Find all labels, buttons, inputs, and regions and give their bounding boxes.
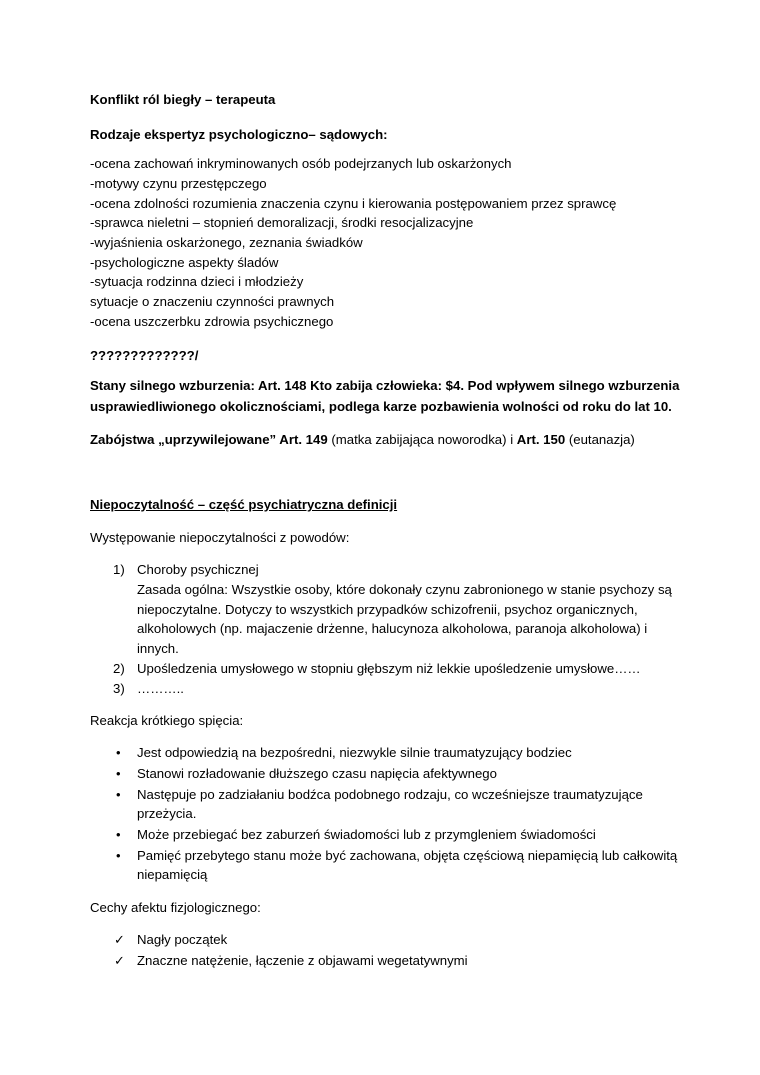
list-number: 1) (113, 562, 125, 577)
expertise-item: sytuacje o znaczeniu czynności prawnych (90, 294, 335, 309)
expertise-item: -ocena zdolności rozumienia znaczenia czynu i kierowania postępowaniem przez sprawcę (90, 196, 617, 211)
bullet-icon: • (116, 787, 121, 802)
check-icon: ✓ (114, 953, 125, 968)
expertise-item: -motywy czynu przestępczego (90, 176, 267, 191)
list-number: 2) (113, 661, 125, 676)
expertise-item: -wyjaśnienia oskarżonego, zeznania świadków (90, 235, 363, 250)
list-number: 3) (113, 681, 125, 696)
bullet-icon: • (116, 848, 121, 863)
expertise-item: -ocena uszczerbku zdrowia psychicznego (90, 314, 334, 329)
question-marks: ?????????????/ (90, 348, 199, 363)
insanity-heading: Niepoczytalność – część psychiatryczna definicji (90, 497, 398, 512)
art148-line-1: Stany silnego wzburzenia: Art. 148 Kto zabija człowieka: $4. Pod wpływem silnego wzburzenia (90, 378, 680, 393)
privileged-part-4: (eutanazja) (565, 432, 635, 447)
bullet-icon: • (116, 745, 121, 760)
expertise-item: -sytuacja rodzinna dzieci i młodzieży (90, 274, 304, 289)
list-item-line: Upośledzenia umysłowego w stopniu głębszym niż lekkie upośledzenie umysłowe…… (137, 661, 641, 676)
bullet-item-line: Pamięć przebytego stanu może być zachowana, objęta częściową niepamięcią lub całkowitą (137, 848, 678, 863)
art148-line-2: usprawiedliwionego okolicznościami, podlega karze pozbawienia wolności od roku do lat 10. (90, 399, 672, 414)
check-item-line: Znaczne natężenie, łączenie z objawami wegetatywnymi (137, 953, 468, 968)
privileged-part-2: (matka zabijająca noworodka) i (327, 432, 517, 447)
bullet-item-line: niepamięcią (137, 867, 208, 882)
bullet-icon: • (116, 827, 121, 842)
short-circuit-heading: Reakcja krótkiego spięcia: (90, 713, 244, 728)
bullet-item-line: Może przebiegać bez zaburzeń świadomości lub z przymgleniem świadomości (137, 827, 596, 842)
list-item-line: Zasada ogólna: Wszystkie osoby, które dokonały czynu zabronionego w stanie psychozy są (137, 582, 672, 597)
list-item-line: innych. (137, 641, 179, 656)
bullet-item-line: Następuje po zadziałaniu bodźca podobnego rodzaju, co wcześniejsze traumatyzujące (137, 787, 643, 802)
privileged-part-1: Zabójstwa „uprzywilejowane” Art. 149 (90, 432, 328, 447)
expertise-item: -psychologiczne aspekty śladów (90, 255, 279, 270)
check-item-line: Nagły początek (137, 932, 228, 947)
privileged-homicide (90, 431, 635, 449)
list-item-line: niepoczytalne. Dotyczy to wszystkich przypadków schizofrenii, psychoz organicznych, (137, 602, 638, 617)
document-title: Konflikt ról biegły – terapeuta (90, 92, 276, 107)
list-item-line: alkoholowych (np. majaczenie drżenne, halucynoza alkoholowa, paranoja alkoholowa) i (137, 621, 648, 636)
list-item-line: Choroby psychicznej (137, 562, 259, 577)
bullet-item-line: przeżycia. (137, 806, 197, 821)
expertise-item: -ocena zachowań inkryminowanych osób podejrzanych lub oskarżonych (90, 156, 512, 171)
check-icon: ✓ (114, 932, 125, 947)
bullet-item-line: Stanowi rozładowanie dłuższego czasu napięcia afektywnego (137, 766, 497, 781)
list-item-line: ……….. (137, 681, 184, 696)
privileged-part-3: Art. 150 (516, 432, 566, 447)
bullet-item-line: Jest odpowiedzią na bezpośredni, niezwykle silnie traumatyzujący bodziec (137, 745, 572, 760)
bullet-icon: • (116, 766, 121, 781)
expertise-heading: Rodzaje ekspertyz psychologiczno– sądowych: (90, 127, 388, 142)
affect-heading: Cechy afektu fizjologicznego: (90, 900, 261, 915)
expertise-item: -sprawca nieletni – stopnień demoralizacji, środki resocjalizacyjne (90, 215, 474, 230)
insanity-intro: Występowanie niepoczytalności z powodów: (90, 530, 350, 545)
